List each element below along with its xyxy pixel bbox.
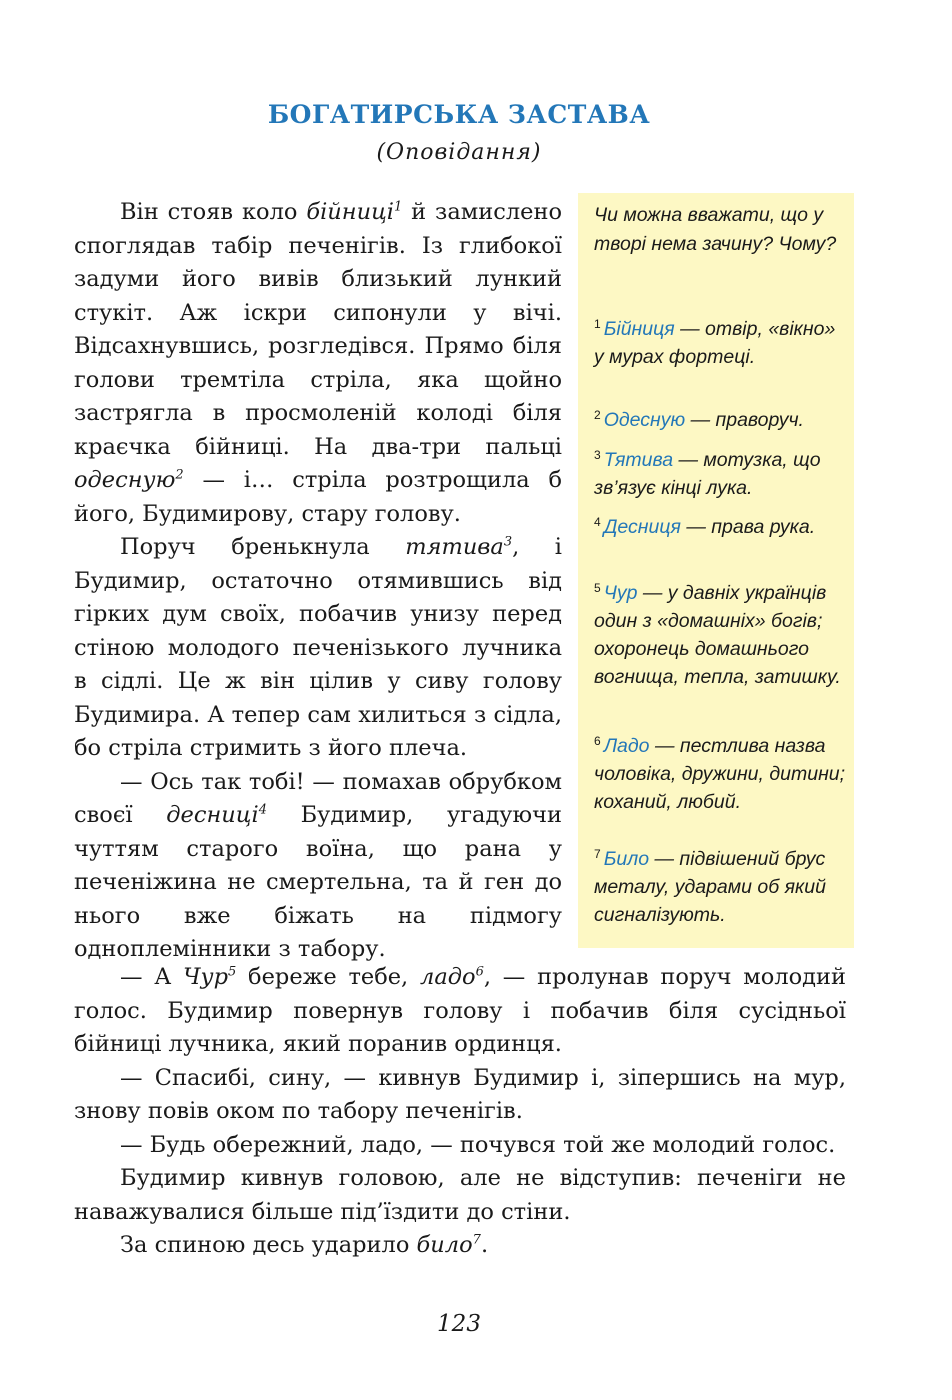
- story-text-column: [74, 196, 562, 967]
- paragraph-4: [74, 961, 846, 1062]
- text-span: Він стояв коло: [120, 199, 307, 225]
- text-span: й замислено споглядав табір печенігів. Із глибокої задуми його вивів близький лункий стукіт. Аж іскри сипонули у вічі. Відсахнувшись, розгледівся. Прямо біля голови тремтіла стріла, яка щойно застрягла в просмоленій колоді біля краєчка бійниці. На два-три пальці: [74, 199, 562, 460]
- footnote-number: 6: [594, 733, 601, 748]
- glossary-sidebar: [578, 193, 854, 948]
- page-number: 123: [437, 1311, 481, 1337]
- paragraph-2: [74, 531, 562, 766]
- footnote-1: [594, 315, 846, 371]
- footnote-definition: — мотузка, що зв’язує кінці лука.: [594, 449, 821, 499]
- page-title: БОГАТИРСЬКА ЗАСТАВА: [267, 100, 651, 129]
- text-span: Будимир, угадуючи чуттям старого воїна, що рана у печеніжина не смертельна, та й ген до нього вже біжать на підмогу одноплемінники з табору.: [74, 802, 562, 962]
- footnote-definition: — отвір, «вікно» у мурах фортеці.: [594, 318, 836, 368]
- discussion-question: Чи можна вважати, що у творі нема зачину? Чому?: [594, 204, 837, 255]
- text-span: Поруч бренькнула: [120, 534, 406, 560]
- footnote-number: 3: [594, 447, 601, 462]
- footnote-ref: 6: [475, 964, 484, 980]
- footnote-ref: 5: [227, 964, 237, 980]
- footnote-definition: — підвішений брус металу, ударами об який сигналізують.: [594, 848, 826, 926]
- page-subtitle: (Оповідання): [376, 140, 542, 165]
- glossary-term: одесную: [74, 467, 176, 493]
- footnote-definition: — праворуч.: [685, 409, 804, 431]
- paragraph-1: [74, 196, 562, 531]
- glossary-term: тятива: [405, 534, 504, 560]
- footnote-term: Било: [603, 848, 650, 870]
- footnote-ref: 7: [472, 1232, 481, 1248]
- paragraph-7: Будимир кивнув головою, але не відступив: печеніги не наважувалися більше під’їздити до стіни.: [74, 1165, 846, 1225]
- footnote-term: Тятива: [603, 449, 674, 471]
- footnote-ref: 4: [258, 802, 267, 818]
- footnote-term: Десниця: [603, 516, 681, 538]
- text-span: , — пролунав поруч молодий голос. Будимир повернув голову і побачив біля сусідньої бійниці лучника, який поранив ординця.: [74, 964, 847, 1057]
- footnote-number: 2: [594, 407, 601, 422]
- text-span: — і… стріла розтрощила б його, Будимирову, стару голову.: [74, 467, 562, 527]
- text-span: .: [480, 1232, 489, 1258]
- footnote-3: [594, 446, 846, 502]
- footnote-7: [594, 845, 846, 929]
- text-span: , і Будимир, остаточно отямившись від гірких дум своїх, побачив унизу перед стіною молодого печенізького лучника в сідлі. Це ж він цілив у сиву голову Будимира. А тепер сам хилиться з сідла, бо стріла стримить з його плеча.: [74, 534, 562, 761]
- footnote-number: 7: [594, 846, 601, 861]
- footnote-definition: — пестлива назва чоловіка, дружини, дитини; коханий, любий.: [594, 735, 846, 813]
- story-text-full: [74, 961, 846, 1263]
- footnote-definition: — у давніх українців один з «домашніх» богів; охоронець домашнього вогнища, тепла, затишку.: [594, 582, 841, 688]
- glossary-term: Чур: [183, 964, 228, 990]
- footnote-ref: 1: [393, 199, 403, 215]
- footnote-term: Чур: [603, 582, 638, 604]
- footnote-ref: 3: [503, 534, 513, 550]
- paragraph-5: — Спасибі, сину, — кивнув Будимир і, зіпершись на мур, знову повів оком по табору печенігів.: [74, 1064, 846, 1124]
- paragraph-6: — Будь обережний, ладо, — почувся той же молодий голос.: [120, 1131, 836, 1158]
- text-span: За спиною десь ударило: [120, 1232, 417, 1258]
- text-span: — Ось так тобі! — помахав обрубком своєї: [74, 768, 562, 828]
- footnote-4: [594, 513, 846, 541]
- footnote-number: 4: [594, 514, 601, 529]
- footnote-2: [594, 406, 846, 434]
- paragraph-8: [74, 1229, 846, 1263]
- footnote-ref: 2: [175, 467, 184, 483]
- paragraph-3: [74, 766, 562, 967]
- glossary-term: ладо: [420, 964, 476, 990]
- footnote-term: Бійниця: [603, 318, 675, 340]
- footnote-number: 5: [594, 580, 601, 595]
- glossary-term: бійниці: [306, 199, 394, 225]
- footnote-6: [594, 732, 846, 816]
- footnote-definition: — права рука.: [680, 516, 816, 538]
- text-span: — А: [120, 964, 184, 990]
- text-span: береже тебе,: [236, 964, 421, 990]
- footnote-number: 1: [594, 316, 601, 331]
- footnote-term: Ладо: [603, 735, 650, 757]
- glossary-term: било: [416, 1232, 473, 1258]
- footnote-5: [594, 579, 846, 691]
- footnote-term: Одесную: [603, 409, 686, 431]
- glossary-term: десниці: [166, 802, 259, 828]
